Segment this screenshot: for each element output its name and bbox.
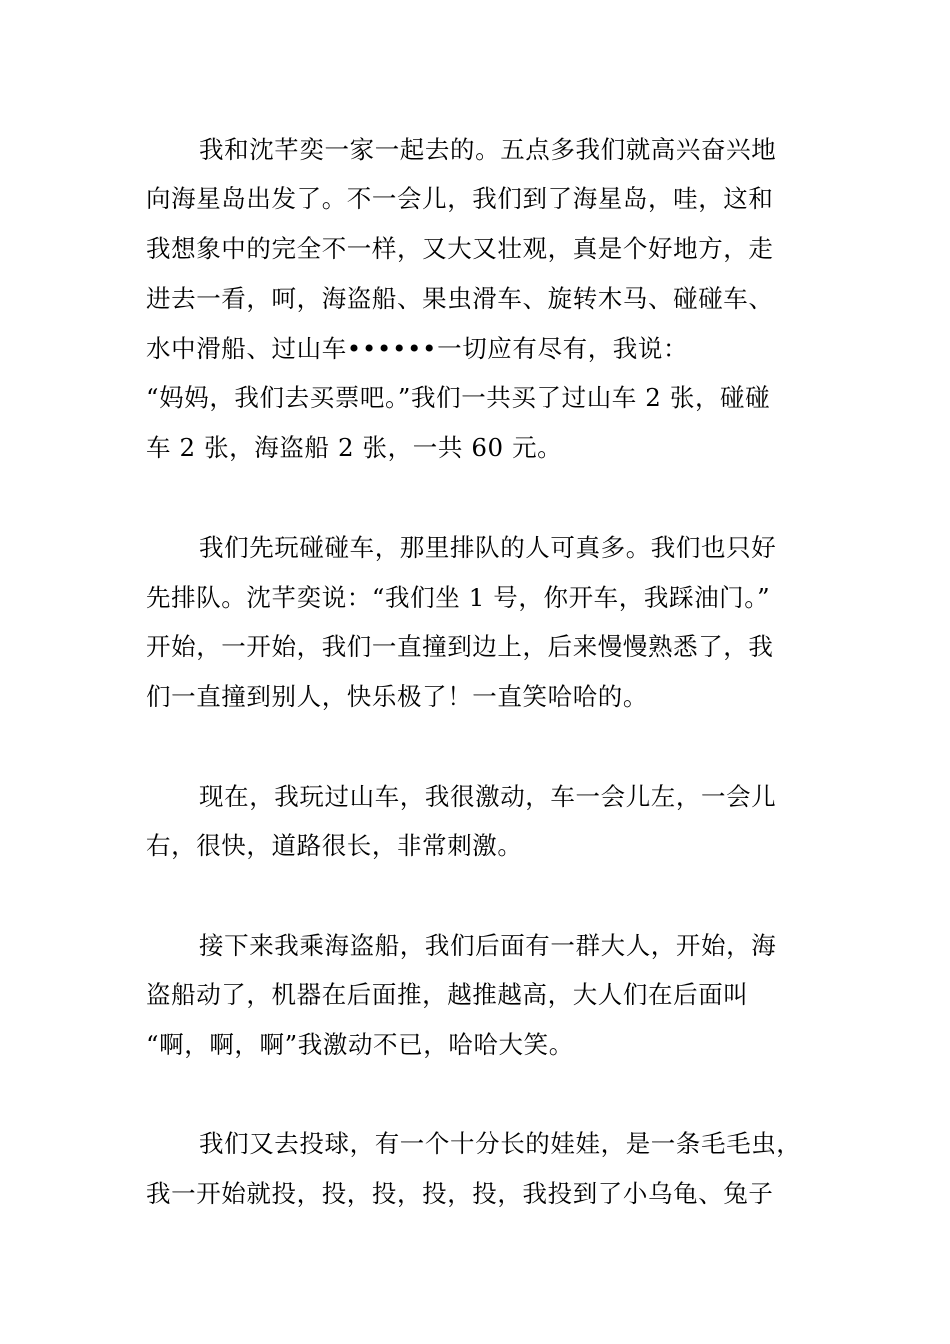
paragraph-line: “妈妈，我们去买票吧。”我们一共买了过山车 2 张，碰碰	[146, 383, 771, 412]
paragraph-line: 水中滑船、过山车••••••一切应有尽有，我说：	[146, 334, 689, 363]
paragraph-line: 们一直撞到别人，快乐极了！一直笑哈哈的。	[146, 682, 648, 711]
paragraph-line: 我们先玩碰碰车，那里排队的人可真多。我们也只好	[199, 533, 777, 562]
paragraph-line: 先排队。沈芊奕说：“我们坐 1 号，你开车，我踩油门。”	[146, 583, 771, 612]
paragraph-line: 我们又去投球，有一个十分长的娃娃，是一条毛毛虫，	[199, 1129, 802, 1158]
paragraph-line: 向海星岛出发了。不一会儿，我们到了海星岛，哇，这和	[146, 184, 774, 213]
paragraph-line: 开始，一开始，我们一直撞到边上，后来慢慢熟悉了，我	[146, 632, 774, 661]
paragraph-line: 我一开始就投，投，投，投，投，我投到了小乌龟、兔子	[146, 1179, 774, 1208]
paragraph-line: 车 2 张，海盗船 2 张，一共 60 元。	[146, 433, 563, 462]
paragraph-line: 盗船动了，机器在后面推，越推越高，大人们在后面叫	[146, 980, 749, 1009]
paragraph-line: 接下来我乘海盗船，我们后面有一群大人，开始，海	[199, 931, 777, 960]
paragraph-line: 现在，我玩过山车，我很激动，车一会儿左，一会儿	[199, 782, 777, 811]
paragraph-line: 进去一看，呵，海盗船、果虫滑车、旋转木马、碰碰车、	[146, 284, 774, 313]
paragraph-line: “啊，啊，啊”我激动不已，哈哈大笑。	[146, 1030, 574, 1059]
paragraph-line: 我和沈芊奕一家一起去的。五点多我们就高兴奋兴地	[199, 135, 777, 164]
paragraph-line: 右，很快，道路很长，非常刺激。	[146, 831, 523, 860]
paragraph-line: 我想象中的完全不一样，又大又壮观，真是个好地方，走	[146, 234, 774, 263]
